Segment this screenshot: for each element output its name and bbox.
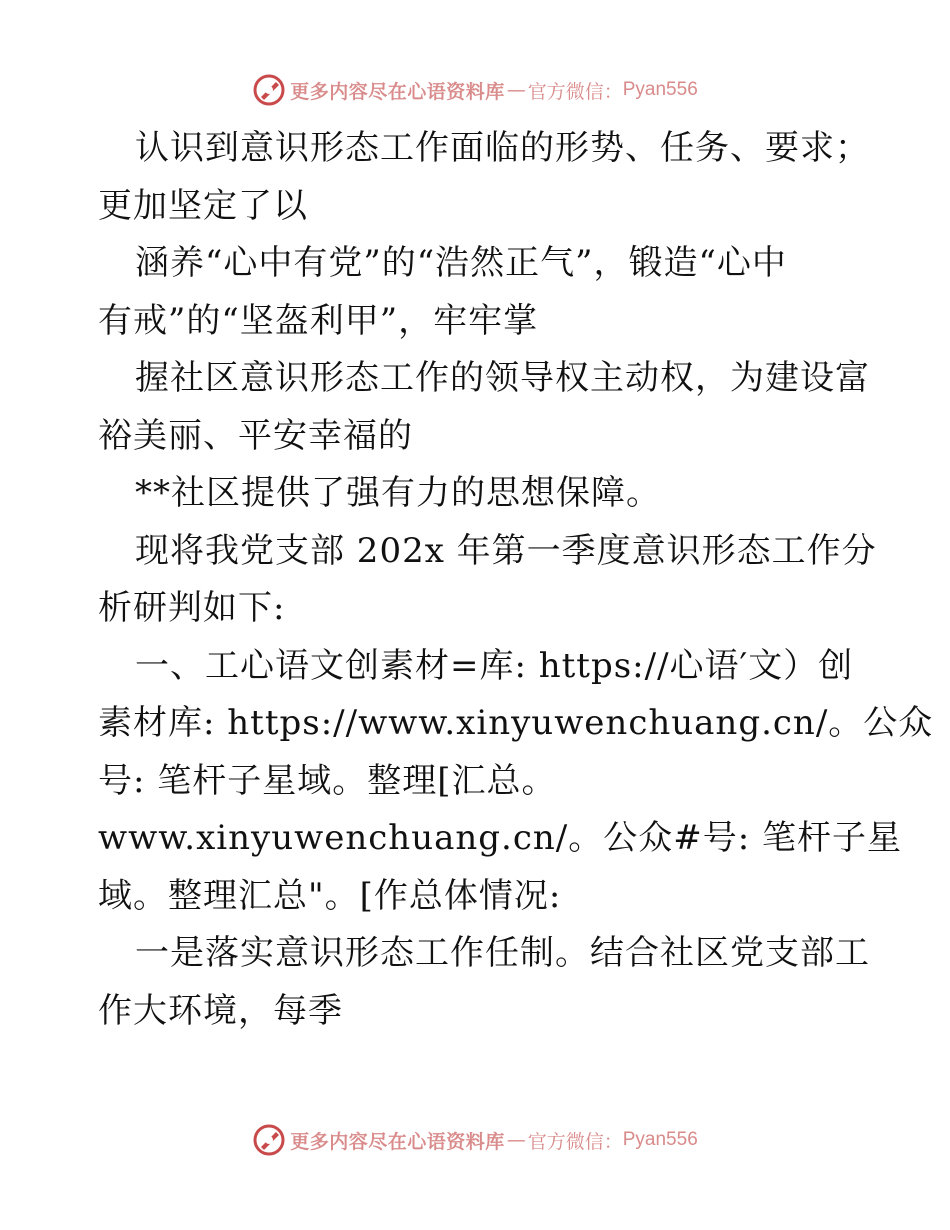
watermark-sub-text: 官方微信：	[527, 1130, 623, 1153]
watermark-sub-text: 官方微信：	[527, 80, 623, 103]
watermark-id: Pyan556	[622, 79, 698, 100]
text-line: 裕美丽、平安幸福的	[98, 415, 413, 456]
watermark-id: Pyan556	[622, 1129, 698, 1150]
text-line: 析研判如下:	[98, 588, 286, 628]
text-line: 一、工心语文创素材=库: https://心语′文）创	[135, 645, 854, 686]
text-line: 认识到意识形态工作面临的形势、任务、要求；	[135, 128, 870, 168]
text-line: 素材库: https://www.xinyuwenchuang.cn/。公众	[98, 703, 934, 743]
watermark-main-text: 更多内容尽在心语资料库	[290, 1130, 505, 1153]
text-line: 更加坚定了以	[98, 185, 308, 226]
text-line: 一是落实意识形态工作任制。结合社区党支部工	[135, 933, 870, 973]
text-line: **社区提供了强有力的思想保障。	[135, 473, 661, 513]
watermark-main-text: 更多内容尽在心语资料库	[290, 80, 505, 103]
footer-watermark	[0, 1120, 950, 1160]
watermark-dash: —	[506, 79, 526, 101]
document-body	[98, 120, 934, 1040]
text-line: 域。整理汇总"。[作总体情况:	[98, 875, 562, 916]
header-watermark	[0, 70, 950, 110]
watermark-logo-icon	[252, 73, 286, 107]
text-line: 号: 笔杆子星域。整理[汇总。	[98, 760, 557, 801]
text-line: 有戒”的“坚盔利甲”，牢牢掌	[98, 300, 539, 341]
text-line: 现将我党支部 202x 年第一季度意识形态工作分	[135, 530, 877, 571]
watermark-dash: —	[506, 1129, 526, 1151]
text-line: 握社区意识形态工作的领导权主动权，为建设富	[135, 358, 870, 398]
watermark-logo-icon	[252, 1123, 286, 1157]
text-line: www.xinyuwenchuang.cn/。公众#号: 笔杆子星	[98, 818, 902, 858]
text-line: 涵养“心中有党”的“浩然正气”，锻造“心中	[135, 243, 787, 283]
text-line: 作大环境，每季	[98, 990, 343, 1031]
